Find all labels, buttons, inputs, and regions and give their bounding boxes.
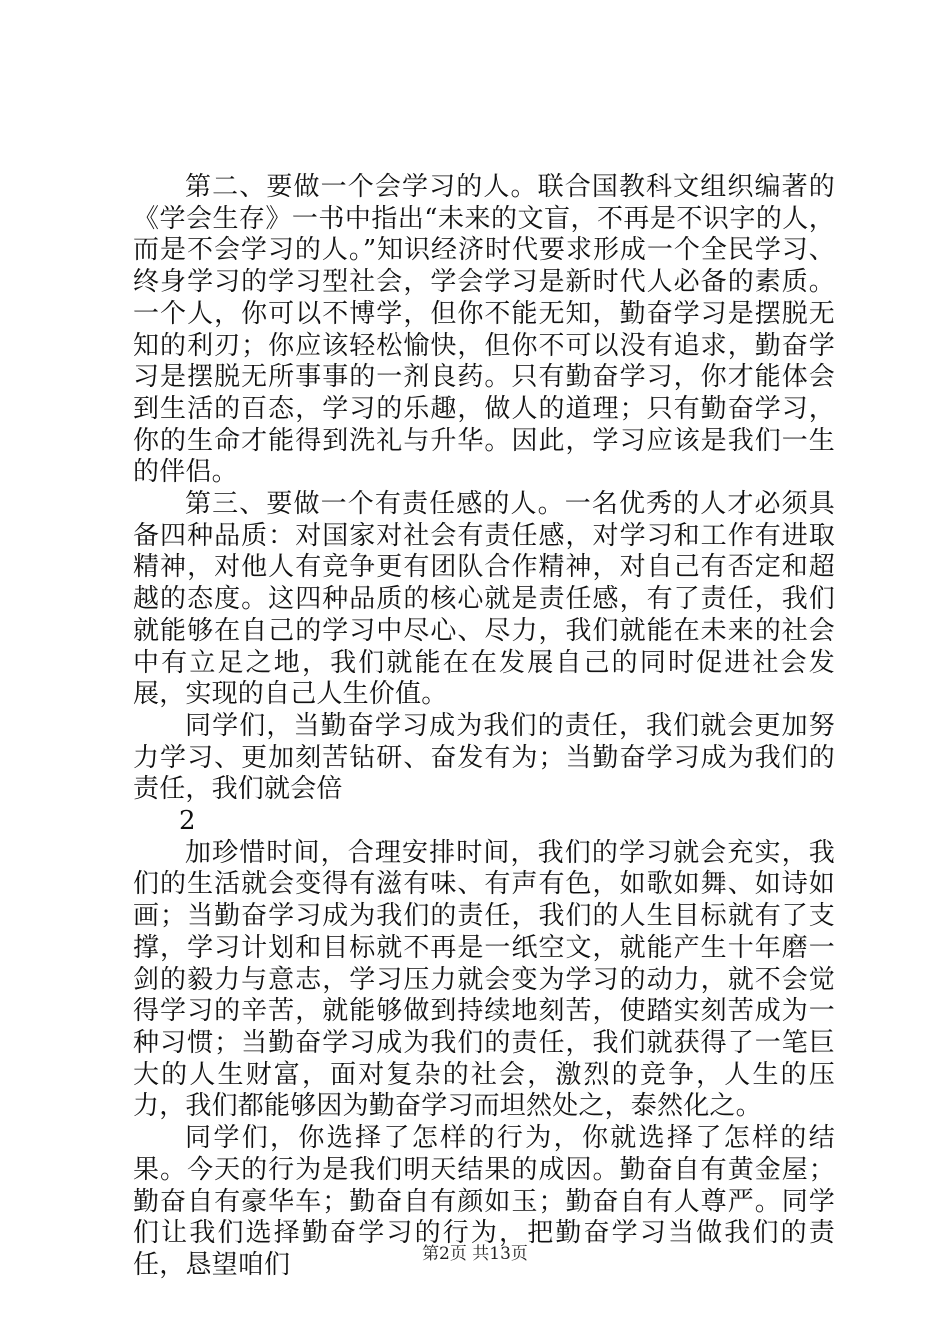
document-body	[133, 172, 835, 1282]
paragraph-cherish-time: 加珍惜时间，合理安排时间，我们的学习就会充实，我们的生活就会变得有滋有味、有声有色，如歌如舞、如诗如画；当勤奋学习成为我们的责任，我们的人生目标就有了支撑，学习计划和目标就不再是一纸空文，就能产生十年磨一剑的毅力与意志，学习压力就会变为学习的动力，就不会觉得学习的辛苦，就能够做到持续地刻苦，使踏实刻苦成为一种习惯；当勤奋学习成为我们的责任，我们就获得了一笔巨大的人生财富，面对复杂的社会，激烈的竞争，人生的压力，我们都能够因为勤奋学习而坦然处之，泰然化之。	[133, 837, 835, 1122]
inline-page-number: 2	[179, 806, 196, 837]
paragraph-diligence: 同学们，当勤奋学习成为我们的责任，我们就会更加努力学习、更加刻苦钻研、奋发有为；当勤奋学习成为我们的责任，我们就会倍	[133, 710, 835, 805]
paragraph-choice: 同学们，你选择了怎样的行为，你就选择了怎样的结果。今天的行为是我们明天结果的成因。勤奋自有黄金屋；勤奋自有豪华车；勤奋自有颜如玉；勤奋自有人尊严。同学们让我们选择勤奋学习的行为，把勤奋学习当做我们的责任，恳望咱们	[133, 1123, 835, 1280]
paragraph-responsibility: 第三、要做一个有责任感的人。一名优秀的人才必须具备四种品质：对国家对社会有责任感，对学习和工作有进取精神，对他人有竞争更有团队合作精神，对自己有否定和超越的态度。这四种品质的核心就是责任感，有了责任，我们就能够在自己的学习中尽心、尽力，我们就能在未来的社会中有立足之地，我们就能在在发展自己的同时促进社会发展，实现的自己人生价值。	[133, 489, 835, 710]
paragraph-learning: 第二、要做一个会学习的人。联合国教科文组织编著的《学会生存》一书中指出“未来的文盲，不再是不识字的人，而是不会学习的人。”知识经济时代要求形成一个全民学习、终身学习的学习型社会，学会学习是新时代人必备的素质。一个人，你可以不博学，但你不能无知，勤奋学习是摆脱无知的利刃；你应该轻松愉快，但你不可以没有追求，勤奋学习是摆脱无所事事的一剂良药。只有勤奋学习，你才能体会到生活的百态，学习的乐趣，做人的道理；只有勤奋学习，你的生命才能得到洗礼与升华。因此，学习应该是我们一生的伴侣。	[133, 172, 835, 488]
page-footer: 第2页 共13页	[422, 1244, 528, 1264]
